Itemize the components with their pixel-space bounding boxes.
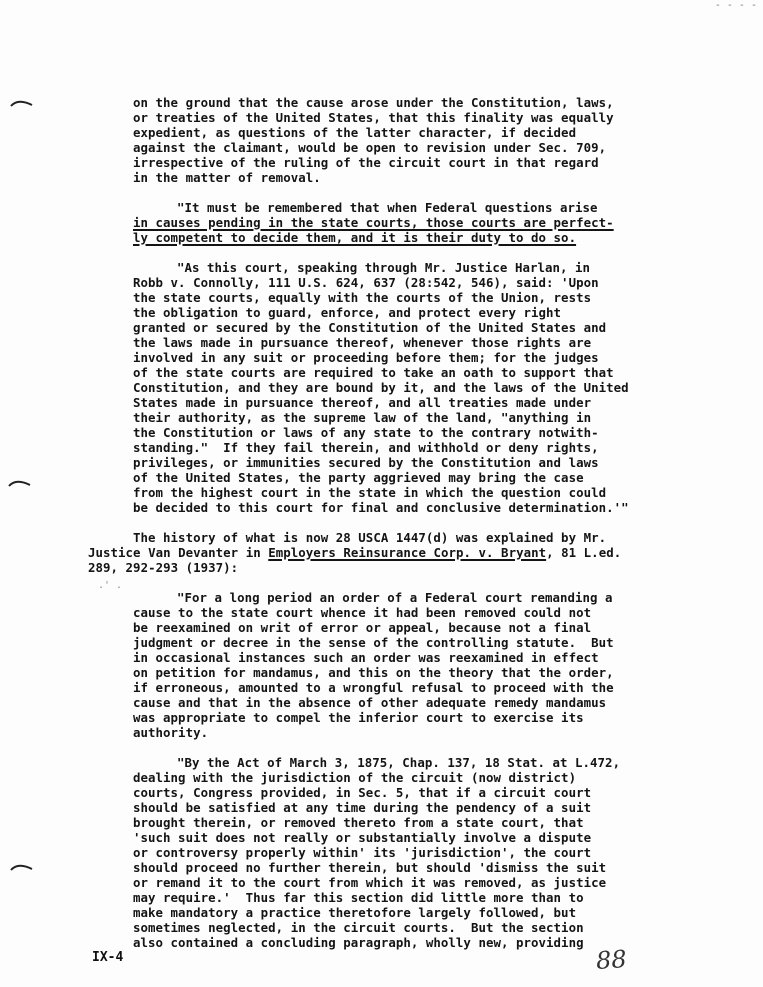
text-line: should be satisfied at any time during the pendency of a suit (133, 800, 592, 815)
text-line: the state courts, equally with the courts of the Union, rests (133, 290, 592, 305)
text-line: on the ground that the cause arose under the Constitution, laws, (133, 95, 614, 110)
text-line: irrespective of the ruling of the circuit court in that regard (133, 155, 599, 170)
text-line: or controversy properly within' its 'jurisdiction', the court (133, 845, 592, 860)
text-line: States made in pursuance thereof, and all treaties made under (133, 395, 592, 410)
text-line: be decided to this court for final and conclusive determination.'" (133, 500, 629, 515)
text-line: make mandatory a practice theretofore largely followed, but (133, 905, 577, 920)
text-line: "For a long period an order of a Federal court remanding a (177, 590, 613, 605)
text-line: standing." If they fail therein, and withhold or deny rights, (133, 440, 599, 455)
text-line: cause to the state court whence it had been removed could not (133, 605, 592, 620)
text-line: "It must be remembered that when Federal questions arise (177, 200, 598, 215)
text-line: or treaties of the United States, that this finality was equally (133, 110, 614, 125)
section-label: IX-4 (92, 950, 124, 965)
binding-mark-icon (8, 476, 32, 490)
text-line: was appropriate to compel the inferior court to exercise its (133, 710, 584, 725)
text-line: in occasional instances such an order was reexamined in effect (133, 650, 599, 665)
text-line-with-case-citation (88, 545, 621, 560)
text-line: dealing with the jurisdiction of the circuit (now district) (133, 770, 577, 785)
text-line: authority. (133, 725, 209, 740)
underlined-text-line: ly competent to decide them, and it is their duty to do so. (133, 230, 577, 245)
text-line: from the highest court in the state in which the question could (133, 485, 607, 500)
text-line: "By the Act of March 3, 1875, Chap. 137, 18 Stat. at L.472, (177, 755, 621, 770)
text-line: The history of what is now 28 USCA 1447(d) was explained by Mr. (133, 530, 607, 545)
text-line: against the claimant, would be open to revision under Sec. 709, (133, 140, 607, 155)
text-line: also contained a concluding paragraph, wholly new, providing (133, 935, 584, 950)
text-line: or remand it to the court from which it was removed, as justice (133, 875, 607, 890)
text-line: "As this court, speaking through Mr. Justice Harlan, in (177, 260, 591, 275)
text-line: if erroneous, amounted to a wrongful refusal to proceed with the (133, 680, 614, 695)
text-line: the laws made in pursuance thereof, whenever those rights are (133, 335, 592, 350)
text-line: their authority, as the supreme law of the land, "anything in (133, 410, 592, 425)
text-line: Constitution, and they are bound by it, and the laws of the United (133, 380, 629, 395)
text-line: be reexamined on writ of error or appeal, because not a final (133, 620, 592, 635)
text-line: sometimes neglected, in the circuit courts. But the section (133, 920, 584, 935)
text-line: cause and that in the absence of other adequate remedy mandamus (133, 695, 607, 710)
underlined-text-line: in causes pending in the state courts, those courts are perfect- (133, 215, 614, 230)
handwritten-page-number: 88 (595, 944, 628, 976)
text-line: may require.' Thus far this section did little more than to (133, 890, 584, 905)
text-line: the obligation to guard, enforce, and protect every right (133, 305, 562, 320)
binding-mark-icon (10, 860, 34, 874)
text-fragment: , 81 L.ed. (546, 545, 622, 560)
text-line: 289, 292-293 (1937): (88, 560, 239, 575)
text-line: expedient, as questions of the latter character, if decided (133, 125, 577, 140)
text-line: of the state courts are required to take an oath to support that (133, 365, 614, 380)
case-name-citation: Employers Reinsurance Corp. v. Bryant (268, 545, 547, 560)
text-line: should proceed no further therein, but should 'dismiss the suit (133, 860, 607, 875)
text-line: judgment or decree in the sense of the controlling statute. But (133, 635, 614, 650)
text-line: on petition for mandamus, and this on the theory that the order, (133, 665, 614, 680)
text-line: of the United States, the party aggrieved may bring the case (133, 470, 584, 485)
text-line: in the matter of removal. (133, 170, 321, 185)
scan-artifact: .' . (98, 580, 123, 591)
text-line: Robb v. Connolly, 111 U.S. 624, 637 (28:542, 546), said: 'Upon (133, 275, 599, 290)
scan-artifact: - - - - (714, 0, 757, 11)
text-line: involved in any suit or proceeding before them; for the judges (133, 350, 599, 365)
binding-mark-icon (10, 96, 34, 110)
text-line: brought therein, or removed thereto from a state court, that (133, 815, 584, 830)
text-line: granted or secured by the Constitution of the United States and (133, 320, 607, 335)
text-line: privileges, or immunities secured by the Constitution and laws (133, 455, 599, 470)
text-line: courts, Congress provided, in Sec. 5, that if a circuit court (133, 785, 592, 800)
text-line: 'such suit does not really or substantially involve a dispute (133, 830, 592, 845)
text-fragment: Justice Van Devanter in (88, 545, 269, 560)
text-line: the Constitution or laws of any state to the contrary notwith- (133, 425, 599, 440)
